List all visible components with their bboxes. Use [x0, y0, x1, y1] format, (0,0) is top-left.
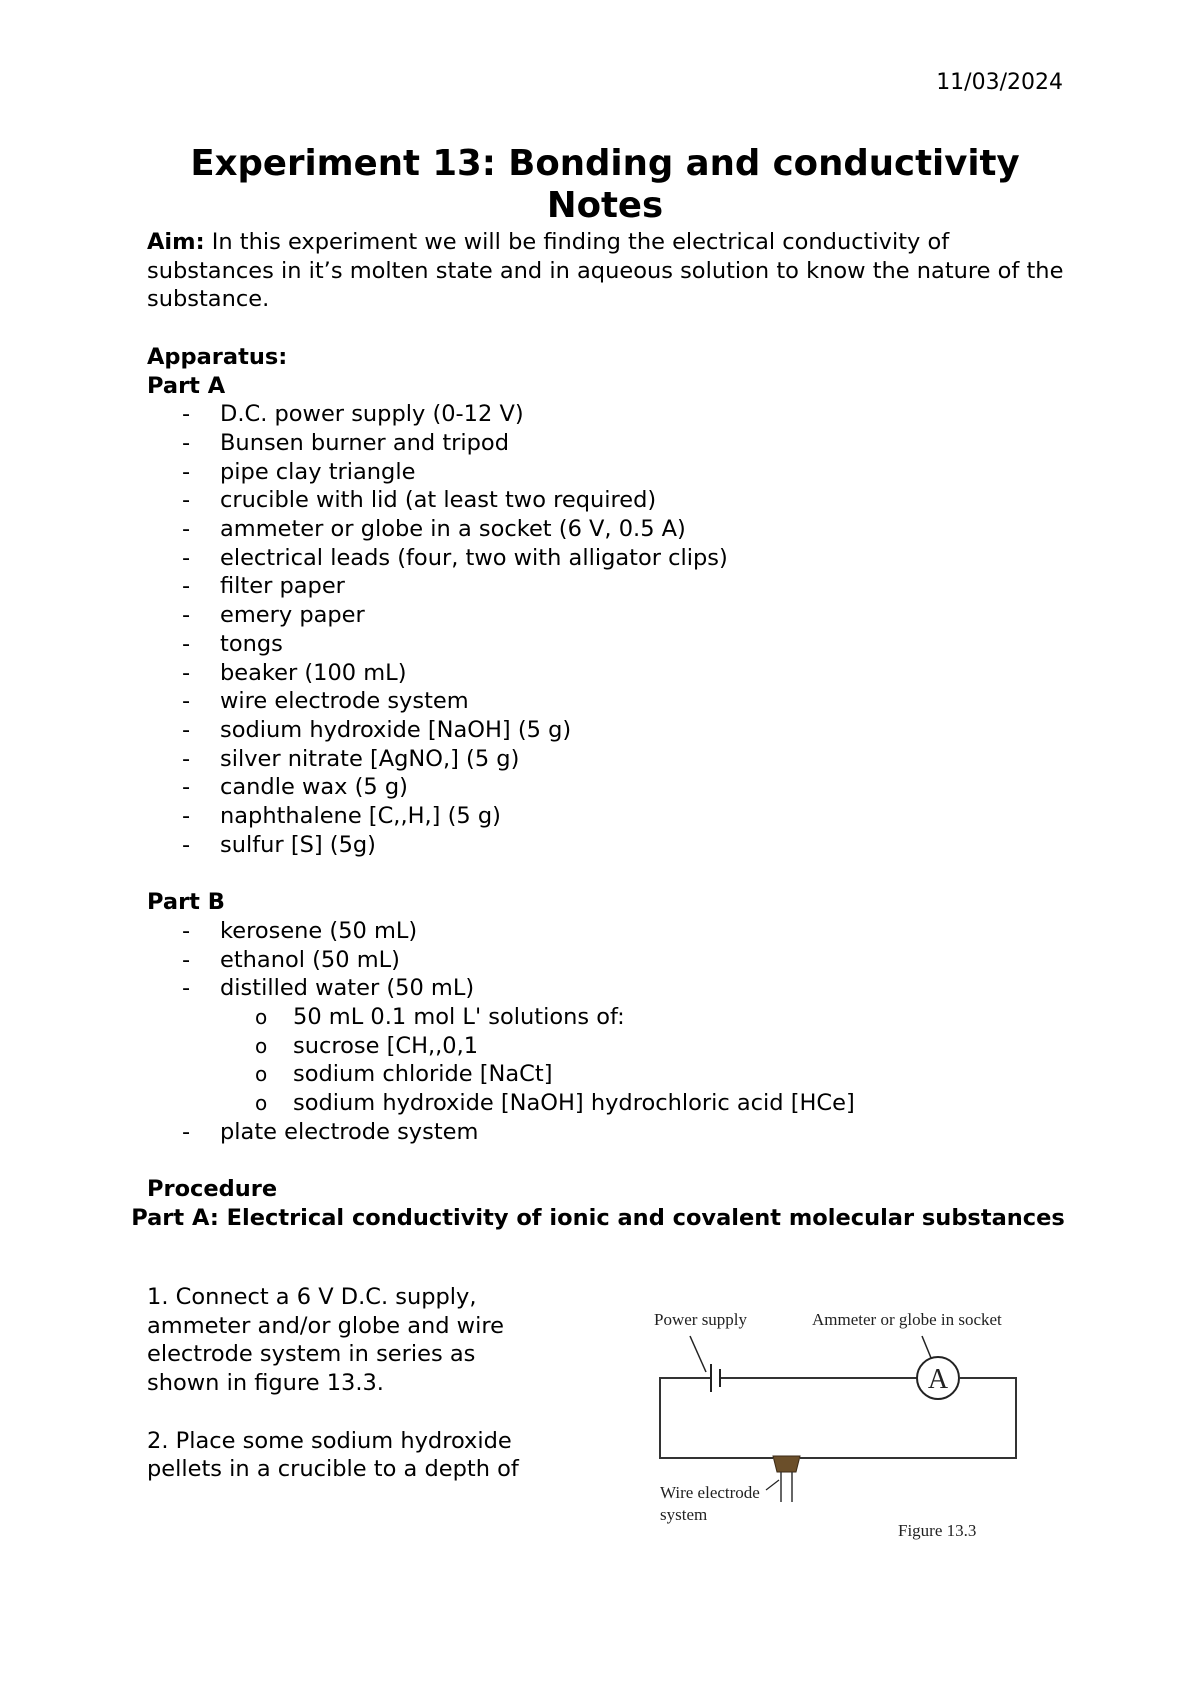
- part-b-list-end: [147, 1118, 1077, 1147]
- procedure-step-1: 1. Connect a 6 V D.C. supply, ammeter and/or globe and wire electrode system in series as shown in figure 13.3.: [147, 1284, 504, 1397]
- sub-list-item: o 50 mL 0.1 mol L' solutions of:: [147, 1003, 1077, 1032]
- list-item: - beaker (100 mL): [147, 659, 1077, 688]
- sub-list-item: o sodium chloride [NaCt]: [147, 1060, 1077, 1089]
- list-item: - kerosene (50 mL): [147, 917, 1077, 946]
- list-item: - crucible with lid (at least two required): [147, 486, 1077, 515]
- list-item: - ammeter or globe in a socket (6 V, 0.5 A): [147, 515, 1077, 544]
- aim-label: Aim:: [147, 229, 205, 255]
- list-item: - silver nitrate [AgNO,] (5 g): [147, 745, 1077, 774]
- list-item: - pipe clay triangle: [147, 458, 1077, 487]
- list-item: - electrical leads (four, two with alligator clips): [147, 544, 1077, 573]
- wire-electrode-label-1: Wire electrode: [660, 1483, 760, 1502]
- list-item: - tongs: [147, 630, 1077, 659]
- list-item: - filter paper: [147, 572, 1077, 601]
- procedure-steps: [147, 1283, 547, 1484]
- list-item: - distilled water (50 mL): [147, 974, 1077, 1003]
- power-supply-label: Power supply: [654, 1310, 748, 1329]
- part-a-heading: Part A: [147, 372, 226, 399]
- list-item: - emery paper: [147, 601, 1077, 630]
- circuit-wires: [660, 1378, 1016, 1458]
- battery-icon: [711, 1364, 720, 1392]
- electrode-pointer: [766, 1480, 779, 1490]
- list-item: - naphthalene [C,,H,] (5 g): [147, 802, 1077, 831]
- circuit-figure: [640, 1300, 1040, 1560]
- procedure-heading: Procedure: [147, 1176, 278, 1203]
- page-title: [120, 143, 1090, 227]
- list-item: - ethanol (50 mL): [147, 946, 1077, 975]
- power-supply-pointer: [690, 1336, 706, 1372]
- wire-right: [800, 1378, 1016, 1458]
- document-date: 11/03/2024: [936, 70, 1063, 95]
- list-item: - Bunsen burner and tripod: [147, 429, 1077, 458]
- part-b-sublist: [147, 1003, 1077, 1118]
- part-b-heading: Part B: [147, 889, 225, 916]
- list-item: - wire electrode system: [147, 687, 1077, 716]
- list-item: - plate electrode system: [147, 1118, 1077, 1147]
- procedure-part-a-title: Part A: Electrical conductivity of ionic and covalent molecular substances: [131, 1204, 1065, 1231]
- ammeter-symbol: A: [927, 1364, 949, 1395]
- title-line-1: Experiment 13: Bonding and conductivity: [190, 143, 1020, 184]
- title-line-2: Notes: [546, 185, 664, 226]
- aim-text: In this experiment we will be finding the electrical conductivity of substances in it’s molten state and in aqueous solution to know the nature of the substance.: [147, 229, 1064, 313]
- sub-list-item: o sodium hydroxide [NaOH] hydrochloric acid [HCe]: [147, 1089, 1077, 1118]
- part-a-list: [147, 400, 1077, 859]
- electrode-wires-icon: [781, 1472, 792, 1502]
- procedure-step-2: 2. Place some sodium hydroxide pellets in a crucible to a depth of: [147, 1427, 519, 1483]
- apparatus-heading: Apparatus:: [147, 343, 288, 370]
- list-item: - candle wax (5 g): [147, 773, 1077, 802]
- document-body: [131, 228, 1077, 1233]
- list-item: - sodium hydroxide [NaOH] (5 g): [147, 716, 1077, 745]
- wire-left: [660, 1378, 773, 1458]
- part-b-list: [147, 917, 1077, 1003]
- wire-electrode-label-2: system: [660, 1505, 708, 1524]
- electrode-stopper-icon: [773, 1456, 800, 1472]
- sub-list-item: o sucrose [CH,,0,1: [147, 1032, 1077, 1061]
- list-item: - D.C. power supply (0-12 V): [147, 400, 1077, 429]
- list-item: - sulfur [S] (5g): [147, 831, 1077, 860]
- figure-caption: Figure 13.3: [898, 1521, 977, 1540]
- ammeter-label: Ammeter or globe in socket: [812, 1310, 1002, 1329]
- aim-paragraph: [147, 228, 1077, 314]
